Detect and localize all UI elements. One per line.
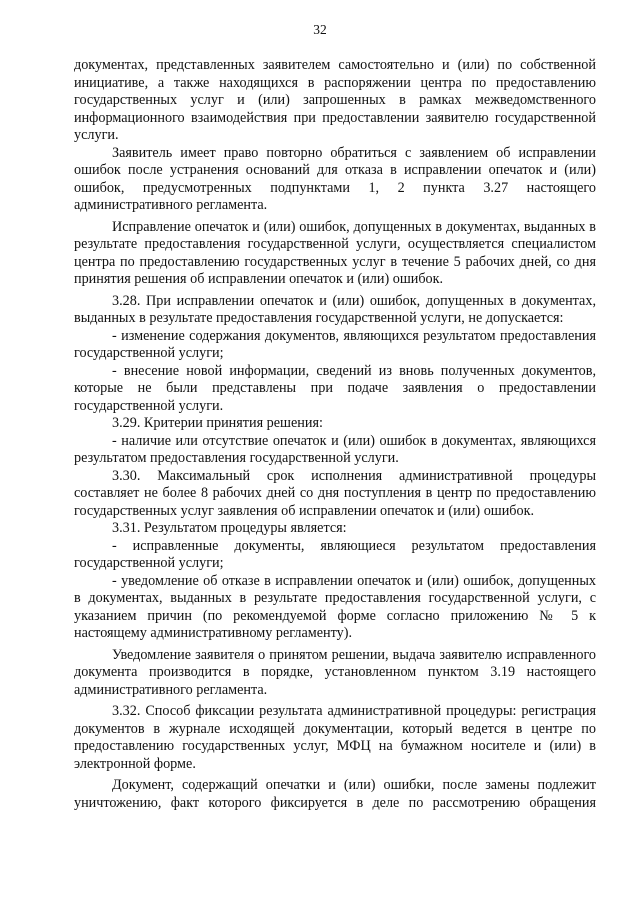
paragraph-notification: Уведомление заявителя о принятом решении, выдача заявителю исправленного документа производится в порядке, установленном пунктом 3.19 настоящего административного регламента.	[74, 646, 596, 698]
list-item-content-change: - изменение содержания документов, являющихся результатом предоставления государственной услуги;	[74, 327, 596, 361]
paragraph-3-28: 3.28. При исправлении опечаток и (или) ошибок, допущенных в документах, выданных в результате предоставления государственной услуги, не допускается:	[74, 292, 596, 326]
paragraph-3-29: 3.29. Критерии принятия решения:	[112, 415, 323, 431]
list-item-corrected-documents: - исправленные документы, являющиеся результатом предоставления государственной услуги;	[74, 537, 596, 571]
paragraph-destruction: Документ, содержащий опечатки и (или) ошибки, после замены подлежит уничтожению, факт которого фиксируется в деле по рассмотрению обращения	[74, 777, 596, 811]
list-item-criteria: - наличие или отсутствие опечаток и (или) ошибок в документах, являющихся результатом предоставления государственной услуги.	[74, 432, 596, 466]
paragraph-correction-term: Исправление опечаток и (или) ошибок, допущенных в документах, выданных в результате предоставления государственной услуги, осуществляется специалистом центра по предоставлению государственных услуг в течение 5 рабочих дней, со дня принятия решения об исправлении опечаток и (или) ошибок.	[74, 218, 596, 287]
list-item-new-information: - внесение новой информации, сведений из вновь полученных документов, которые не были представлены при подаче заявления о предоставлении государственной услуги.	[74, 362, 596, 414]
paragraph-3-31: 3.31. Результатом процедуры является:	[112, 520, 347, 536]
page-number: 32	[313, 22, 327, 37]
list-item-refusal-notice: - уведомление об отказе в исправлении опечаток и (или) ошибок, допущенных в документах, выданных в результате предоставления государственной услуги, с указанием причин (по рекомендуемой форме согласно приложению № 5 к настоящему административному регламенту).	[74, 572, 596, 641]
paragraph-continuation: документах, представленных заявителем самостоятельно и (или) по собственной инициативе, а также находящихся в распоряжении центра по предоставлению государственных услуг и (или) запрошенных в рамках межведомственного информационного взаимодействия при предоставлении заявителю государственной услуги.	[74, 57, 596, 143]
paragraph-repeat-application: Заявитель имеет право повторно обратиться с заявлением об исправлении ошибок после устранения оснований для отказа в исправлении опечаток и (или) ошибок, предусмотренных подпунктами 1, 2 пункта 3.27 настоящего административного регламента.	[74, 144, 596, 213]
paragraph-3-32: 3.32. Способ фиксации результата административной процедуры: регистрация документов в журнале исходящей документации, который ведется в центре по предоставлению государственных услуг, МФЦ на бумажном носителе и (или) в электронной форме.	[74, 703, 596, 772]
paragraph-3-30: 3.30. Максимальный срок исполнения административной процедуры составляет не более 8 рабочих дней со дня поступления в центр по предоставлению государственных услуг заявления об исправлении опечаток и (или) ошибок.	[74, 467, 596, 519]
document-body	[74, 57, 596, 812]
